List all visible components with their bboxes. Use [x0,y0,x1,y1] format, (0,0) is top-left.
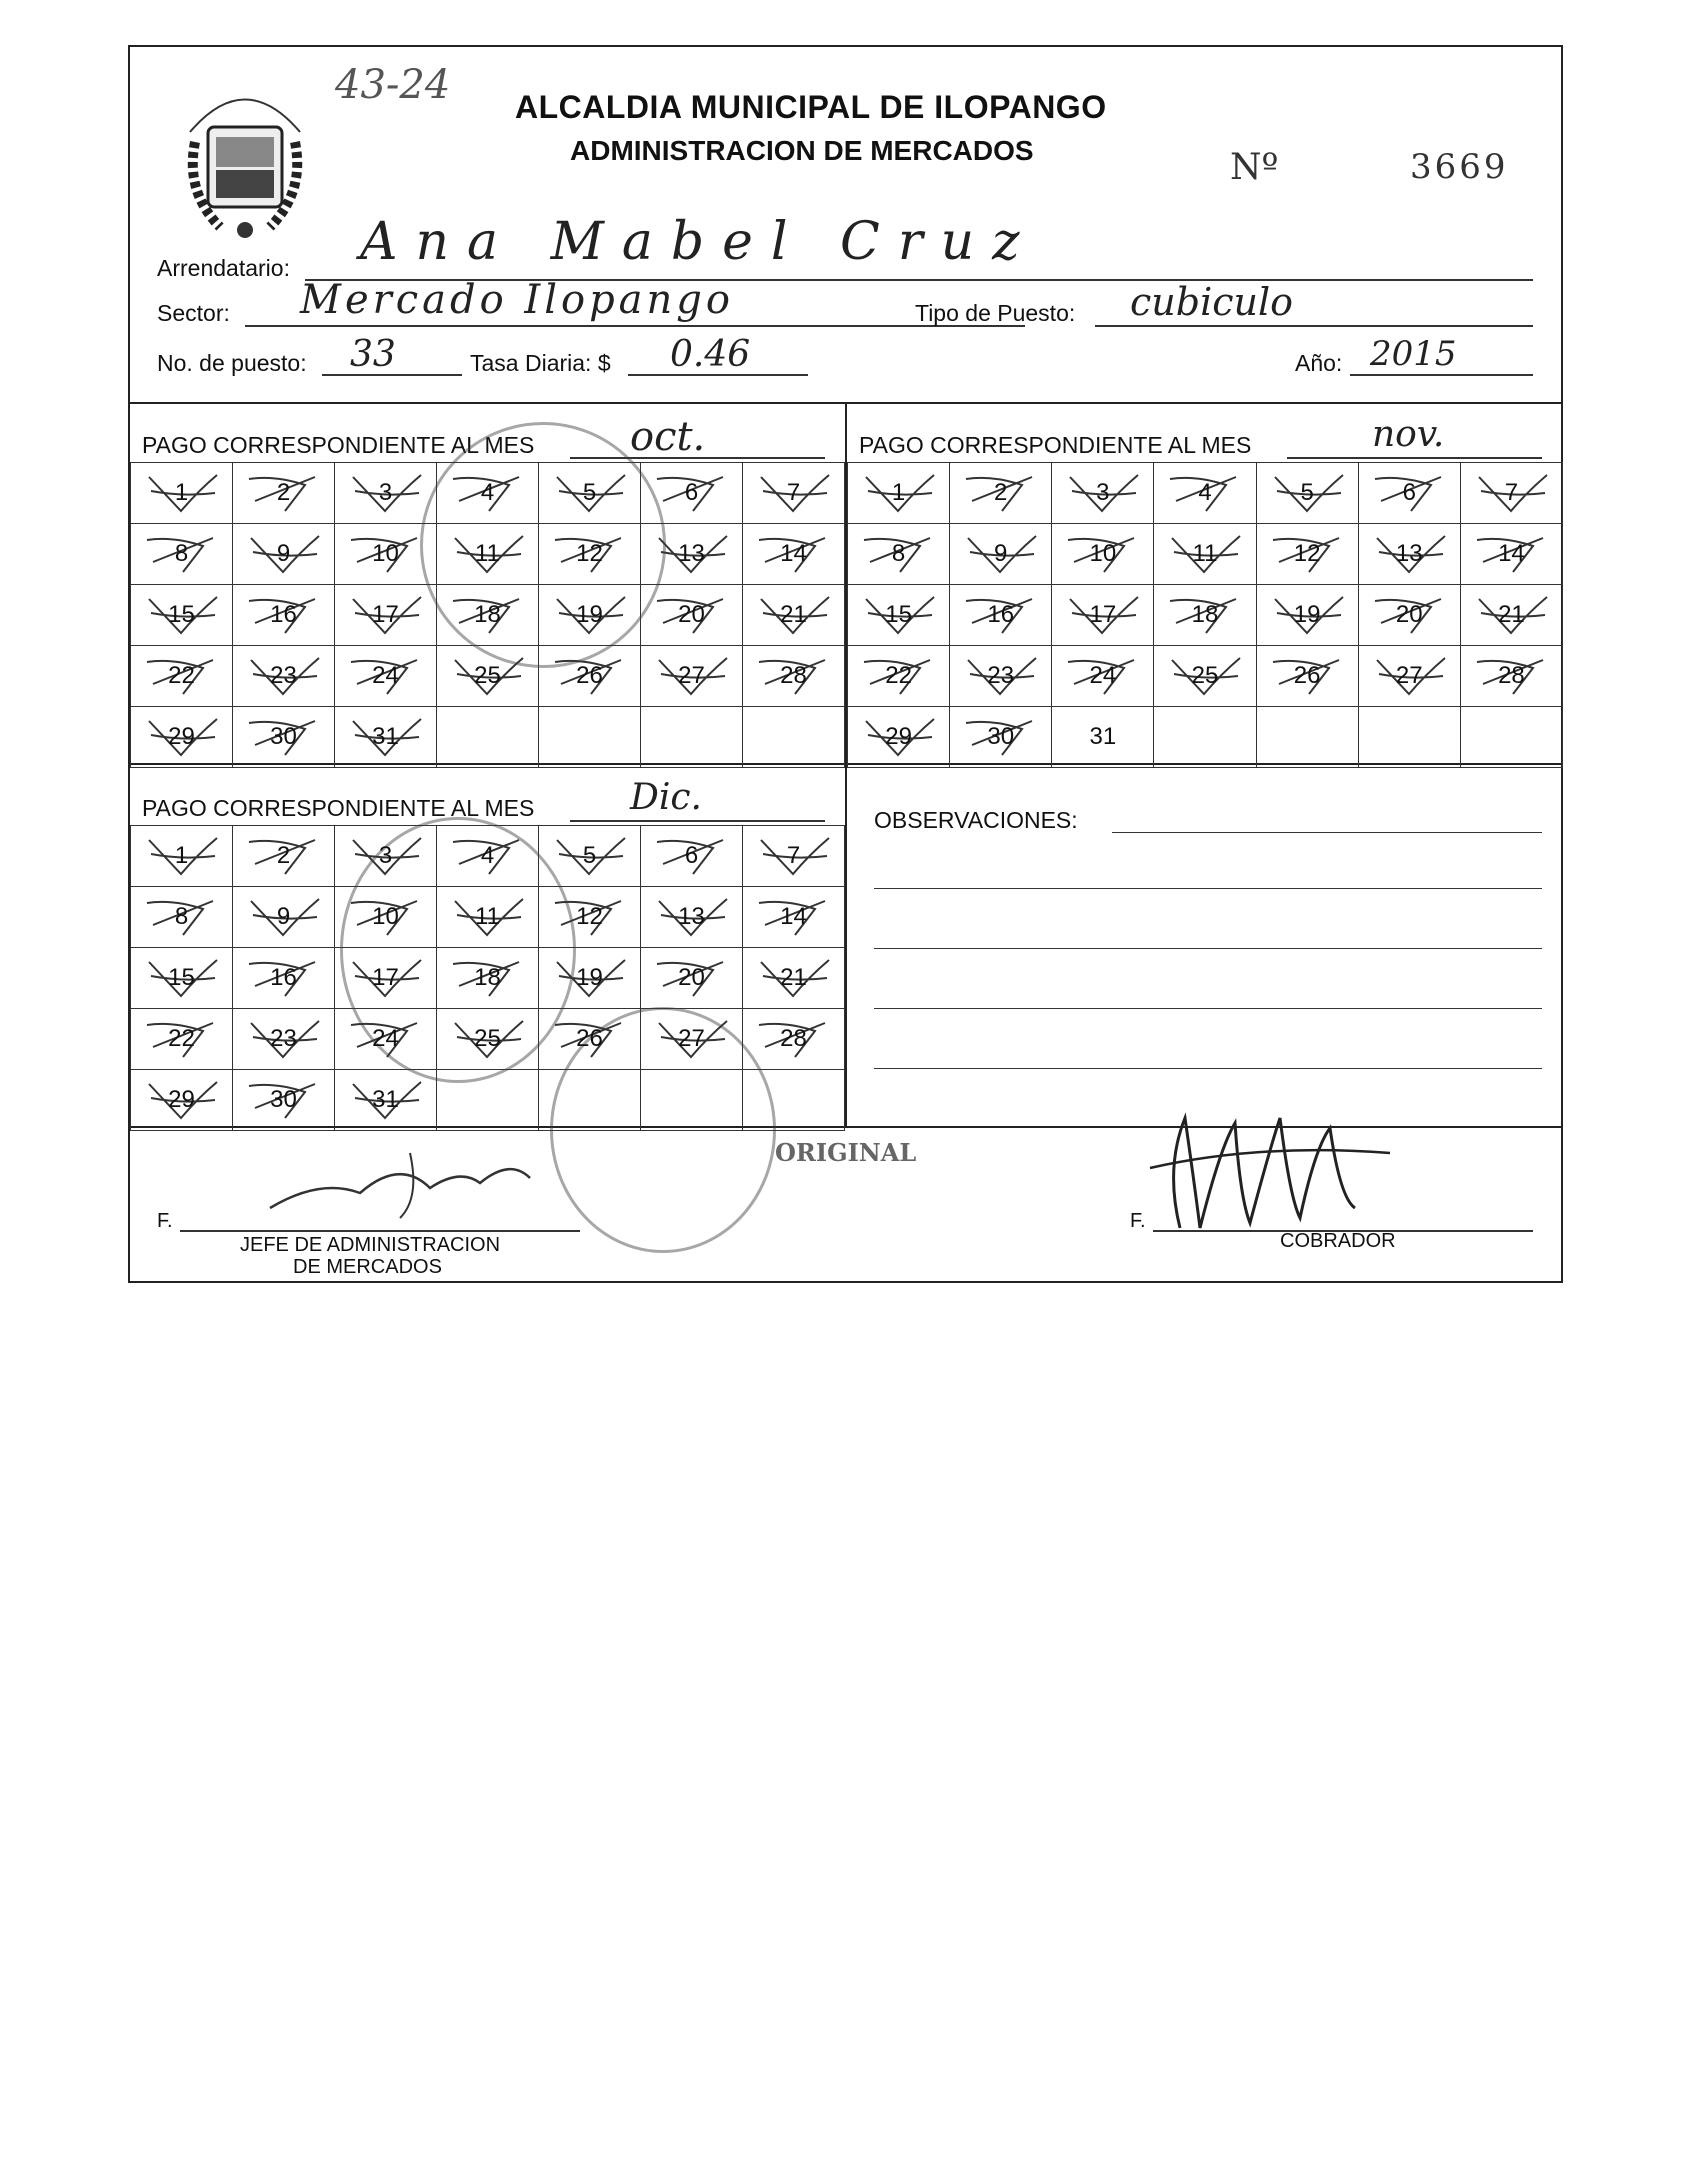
day-cell [131,524,233,585]
day-number: 25 [1191,662,1219,689]
day-number: 30 [270,723,297,750]
day-cell [743,707,845,768]
day-number: 17 [372,964,399,991]
day-cell [743,826,845,887]
month-value: oct. [630,414,706,460]
day-number: 12 [576,903,603,930]
day-number: 22 [168,1025,195,1052]
day-number: 18 [474,601,501,628]
day-number: 7 [786,842,801,869]
day-cell [641,948,743,1009]
day-number: 11 [475,903,500,930]
day-cell [1460,707,1562,768]
day-cell [233,463,335,524]
day-number: 5 [582,479,597,506]
day-number: 12 [1293,540,1321,567]
day-number: 21 [1498,601,1525,628]
day-cell [131,463,233,524]
day-number: 24 [1089,662,1117,689]
puesto-label: No. de puesto: [157,350,307,376]
day-cell [131,646,233,707]
tipo-puesto-line [1095,325,1533,327]
day-cell [743,585,845,646]
day-number: 6 [1402,479,1416,506]
day-cell [1256,585,1358,646]
day-number: 26 [1293,662,1321,689]
day-cell [1052,524,1154,585]
day-number: 5 [1300,479,1314,506]
day-number: 13 [1395,540,1423,567]
puesto-value: 33 [350,334,396,375]
day-cell [1052,707,1154,768]
day-number: 20 [678,601,705,628]
day-number: 9 [994,540,1008,567]
day-number: 18 [1191,601,1219,628]
day-number: 24 [372,662,399,689]
tasa-label: Tasa Diaria: $ [470,350,611,376]
day-number: 10 [372,540,399,567]
sector-line [245,325,1025,327]
day-cell [233,826,335,887]
day-number: 1 [174,842,189,869]
day-number: 29 [885,723,912,750]
original-watermark: ORIGINAL [775,1138,917,1167]
receipt-number: 3669 [1410,147,1509,187]
day-number: 2 [994,479,1008,506]
day-cell [1154,524,1256,585]
jefe-title-line1: JEFE DE ADMINISTRACION [240,1234,501,1256]
day-number: 12 [576,540,603,567]
month-line [570,820,825,822]
day-number: 20 [1395,601,1423,628]
day-number: 23 [987,662,1015,689]
tasa-value: 0.46 [670,334,751,375]
day-cell [1358,646,1460,707]
day-cell [1154,646,1256,707]
day-number: 3 [1096,479,1110,506]
day-cell [233,585,335,646]
day-cell [131,1070,233,1131]
day-number: 5 [582,842,597,869]
f-left: F. [157,1210,173,1232]
day-number: 31 [372,1086,399,1113]
day-number: 31 [1089,723,1117,750]
day-cell [743,524,845,585]
jefe-title-line2: DE MERCADOS [293,1256,442,1278]
month-label: PAGO CORRESPONDIENTE AL MES [142,432,535,458]
day-number: 9 [276,540,291,567]
day-cell [1256,707,1358,768]
day-cell [848,707,950,768]
day-number: 4 [480,842,495,869]
obs-line [874,948,1542,949]
day-number: 9 [276,903,291,930]
day-number: 22 [168,662,195,689]
day-number: 14 [780,903,807,930]
day-cell [335,585,437,646]
day-number: 27 [1395,662,1423,689]
day-number: 15 [168,964,195,991]
day-number: 8 [891,540,906,567]
month-section-nov [847,402,1563,765]
day-cell [1256,646,1358,707]
day-cell [233,1009,335,1070]
day-cell [1052,463,1154,524]
day-number: 11 [1192,540,1218,567]
observaciones-section [847,765,1563,1128]
obs-line [874,888,1542,889]
day-cell [233,707,335,768]
sector-label: Sector: [157,300,230,326]
day-number: 7 [786,479,801,506]
day-cell [950,646,1052,707]
day-number: 26 [576,1025,603,1052]
day-number: 10 [1089,540,1117,567]
day-cell [743,1009,845,1070]
day-number: 31 [372,723,399,750]
obs-line [874,1068,1542,1069]
signature-line-left [180,1230,580,1232]
day-number: 4 [480,479,495,506]
day-number: 7 [1504,479,1519,506]
cobrador-label: COBRADOR [1280,1230,1396,1252]
day-number: 23 [270,1025,297,1052]
number-label: Nº [1230,147,1279,188]
day-cell [1460,585,1562,646]
day-number: 16 [270,601,297,628]
day-number: 18 [474,964,501,991]
day-cell [848,463,950,524]
day-number: 13 [678,540,705,567]
day-number: 11 [475,540,500,567]
day-cell [1154,707,1256,768]
collector-signature [1140,1108,1400,1238]
day-cell [437,707,539,768]
day-number: 27 [678,1025,705,1052]
obs-line [874,1008,1542,1009]
day-cell [131,826,233,887]
day-cell [131,948,233,1009]
market-payment-form [128,45,1563,1283]
day-cell [1460,463,1562,524]
day-number: 25 [474,1025,501,1052]
day-number: 1 [174,479,189,506]
day-number: 10 [372,903,399,930]
municipality-title: ALCALDIA MUNICIPAL DE ILOPANGO [515,89,1107,125]
municipal-seal-icon [180,72,310,242]
day-number: 3 [378,479,393,506]
day-number: 19 [576,601,603,628]
day-cell [1358,707,1460,768]
day-number: 15 [885,601,912,628]
day-number: 16 [987,601,1015,628]
day-cell [233,887,335,948]
day-number: 2 [276,842,291,869]
arrendatario-value: Ana Mabel Cruz [360,212,1038,272]
administration-title: ADMINISTRACION DE MERCADOS [570,135,1034,166]
day-number: 28 [1498,662,1525,689]
day-number: 20 [678,964,705,991]
anio-line [1350,374,1533,376]
day-number: 21 [780,601,807,628]
day-cell [335,707,437,768]
day-cell [641,646,743,707]
day-cell [1154,463,1256,524]
day-cell [1052,585,1154,646]
month-label: PAGO CORRESPONDIENTE AL MES [859,432,1252,458]
anio-label: Año: [1295,350,1343,376]
day-cell [1358,585,1460,646]
day-cell [335,646,437,707]
day-cell [641,826,743,887]
day-number: 1 [891,479,906,506]
day-number: 19 [576,964,603,991]
month-label: PAGO CORRESPONDIENTE AL MES [142,795,535,821]
tipo-puesto-label: Tipo de Puesto: [915,300,1076,326]
day-cell [131,585,233,646]
day-number: 14 [1498,540,1525,567]
day-number: 23 [270,662,297,689]
day-number: 29 [168,723,195,750]
day-number: 6 [684,842,699,869]
day-cell [743,646,845,707]
month-value: nov. [1372,414,1445,455]
day-number: 16 [270,964,297,991]
day-cell [233,948,335,1009]
obs-line [1112,832,1542,833]
day-number: 14 [780,540,807,567]
reference-note: 43-24 [335,62,451,108]
day-cell [848,524,950,585]
day-number: 2 [276,479,291,506]
day-cell [848,646,950,707]
day-number: 25 [474,662,501,689]
day-cell [233,524,335,585]
day-number: 30 [987,723,1015,750]
day-number: 6 [684,479,699,506]
day-cell [1154,585,1256,646]
day-grid [847,462,1563,768]
chief-signature [260,1138,560,1228]
day-cell [950,707,1052,768]
day-cell [539,707,641,768]
day-number: 28 [780,1025,807,1052]
day-number: 22 [885,662,912,689]
day-number: 17 [372,601,399,628]
day-number: 8 [174,540,189,567]
day-number: 13 [678,903,705,930]
day-cell [131,707,233,768]
day-cell [641,887,743,948]
f-right: F. [1130,1210,1146,1232]
day-number: 15 [168,601,195,628]
day-cell [1460,524,1562,585]
day-number: 26 [576,662,603,689]
form-header [130,47,1561,404]
arrendatario-label: Arrendatario: [157,255,290,281]
observaciones-label: OBSERVACIONES: [874,807,1078,833]
day-cell [233,646,335,707]
day-cell [641,707,743,768]
day-number: 19 [1293,601,1321,628]
day-number: 29 [168,1086,195,1113]
day-number: 21 [780,964,807,991]
day-cell [848,585,950,646]
day-number: 3 [378,842,393,869]
day-cell [950,524,1052,585]
day-number: 17 [1089,601,1117,628]
month-line [1287,457,1542,459]
day-cell [131,887,233,948]
day-cell [1358,463,1460,524]
month-value: Dic. [630,777,702,818]
day-cell [950,585,1052,646]
sector-value: Mercado Ilopango [300,277,734,323]
day-number: 30 [270,1086,297,1113]
day-cell [131,1009,233,1070]
day-cell [1256,524,1358,585]
signature-area [130,1128,1563,1283]
day-cell [1358,524,1460,585]
day-cell [335,463,437,524]
day-cell [950,463,1052,524]
day-number: 8 [174,903,189,930]
day-cell [743,463,845,524]
day-cell [1256,463,1358,524]
day-cell [743,948,845,1009]
day-cell [233,1070,335,1131]
day-number: 4 [1198,479,1212,506]
day-number: 24 [372,1025,399,1052]
day-cell [1052,646,1154,707]
day-cell [1460,646,1562,707]
anio-value: 2015 [1370,334,1457,374]
day-cell [743,887,845,948]
tipo-puesto-value: cubiculo [1130,280,1294,324]
day-number: 28 [780,662,807,689]
day-number: 27 [678,662,705,689]
official-stamp [420,422,666,668]
day-cell [335,1070,437,1131]
